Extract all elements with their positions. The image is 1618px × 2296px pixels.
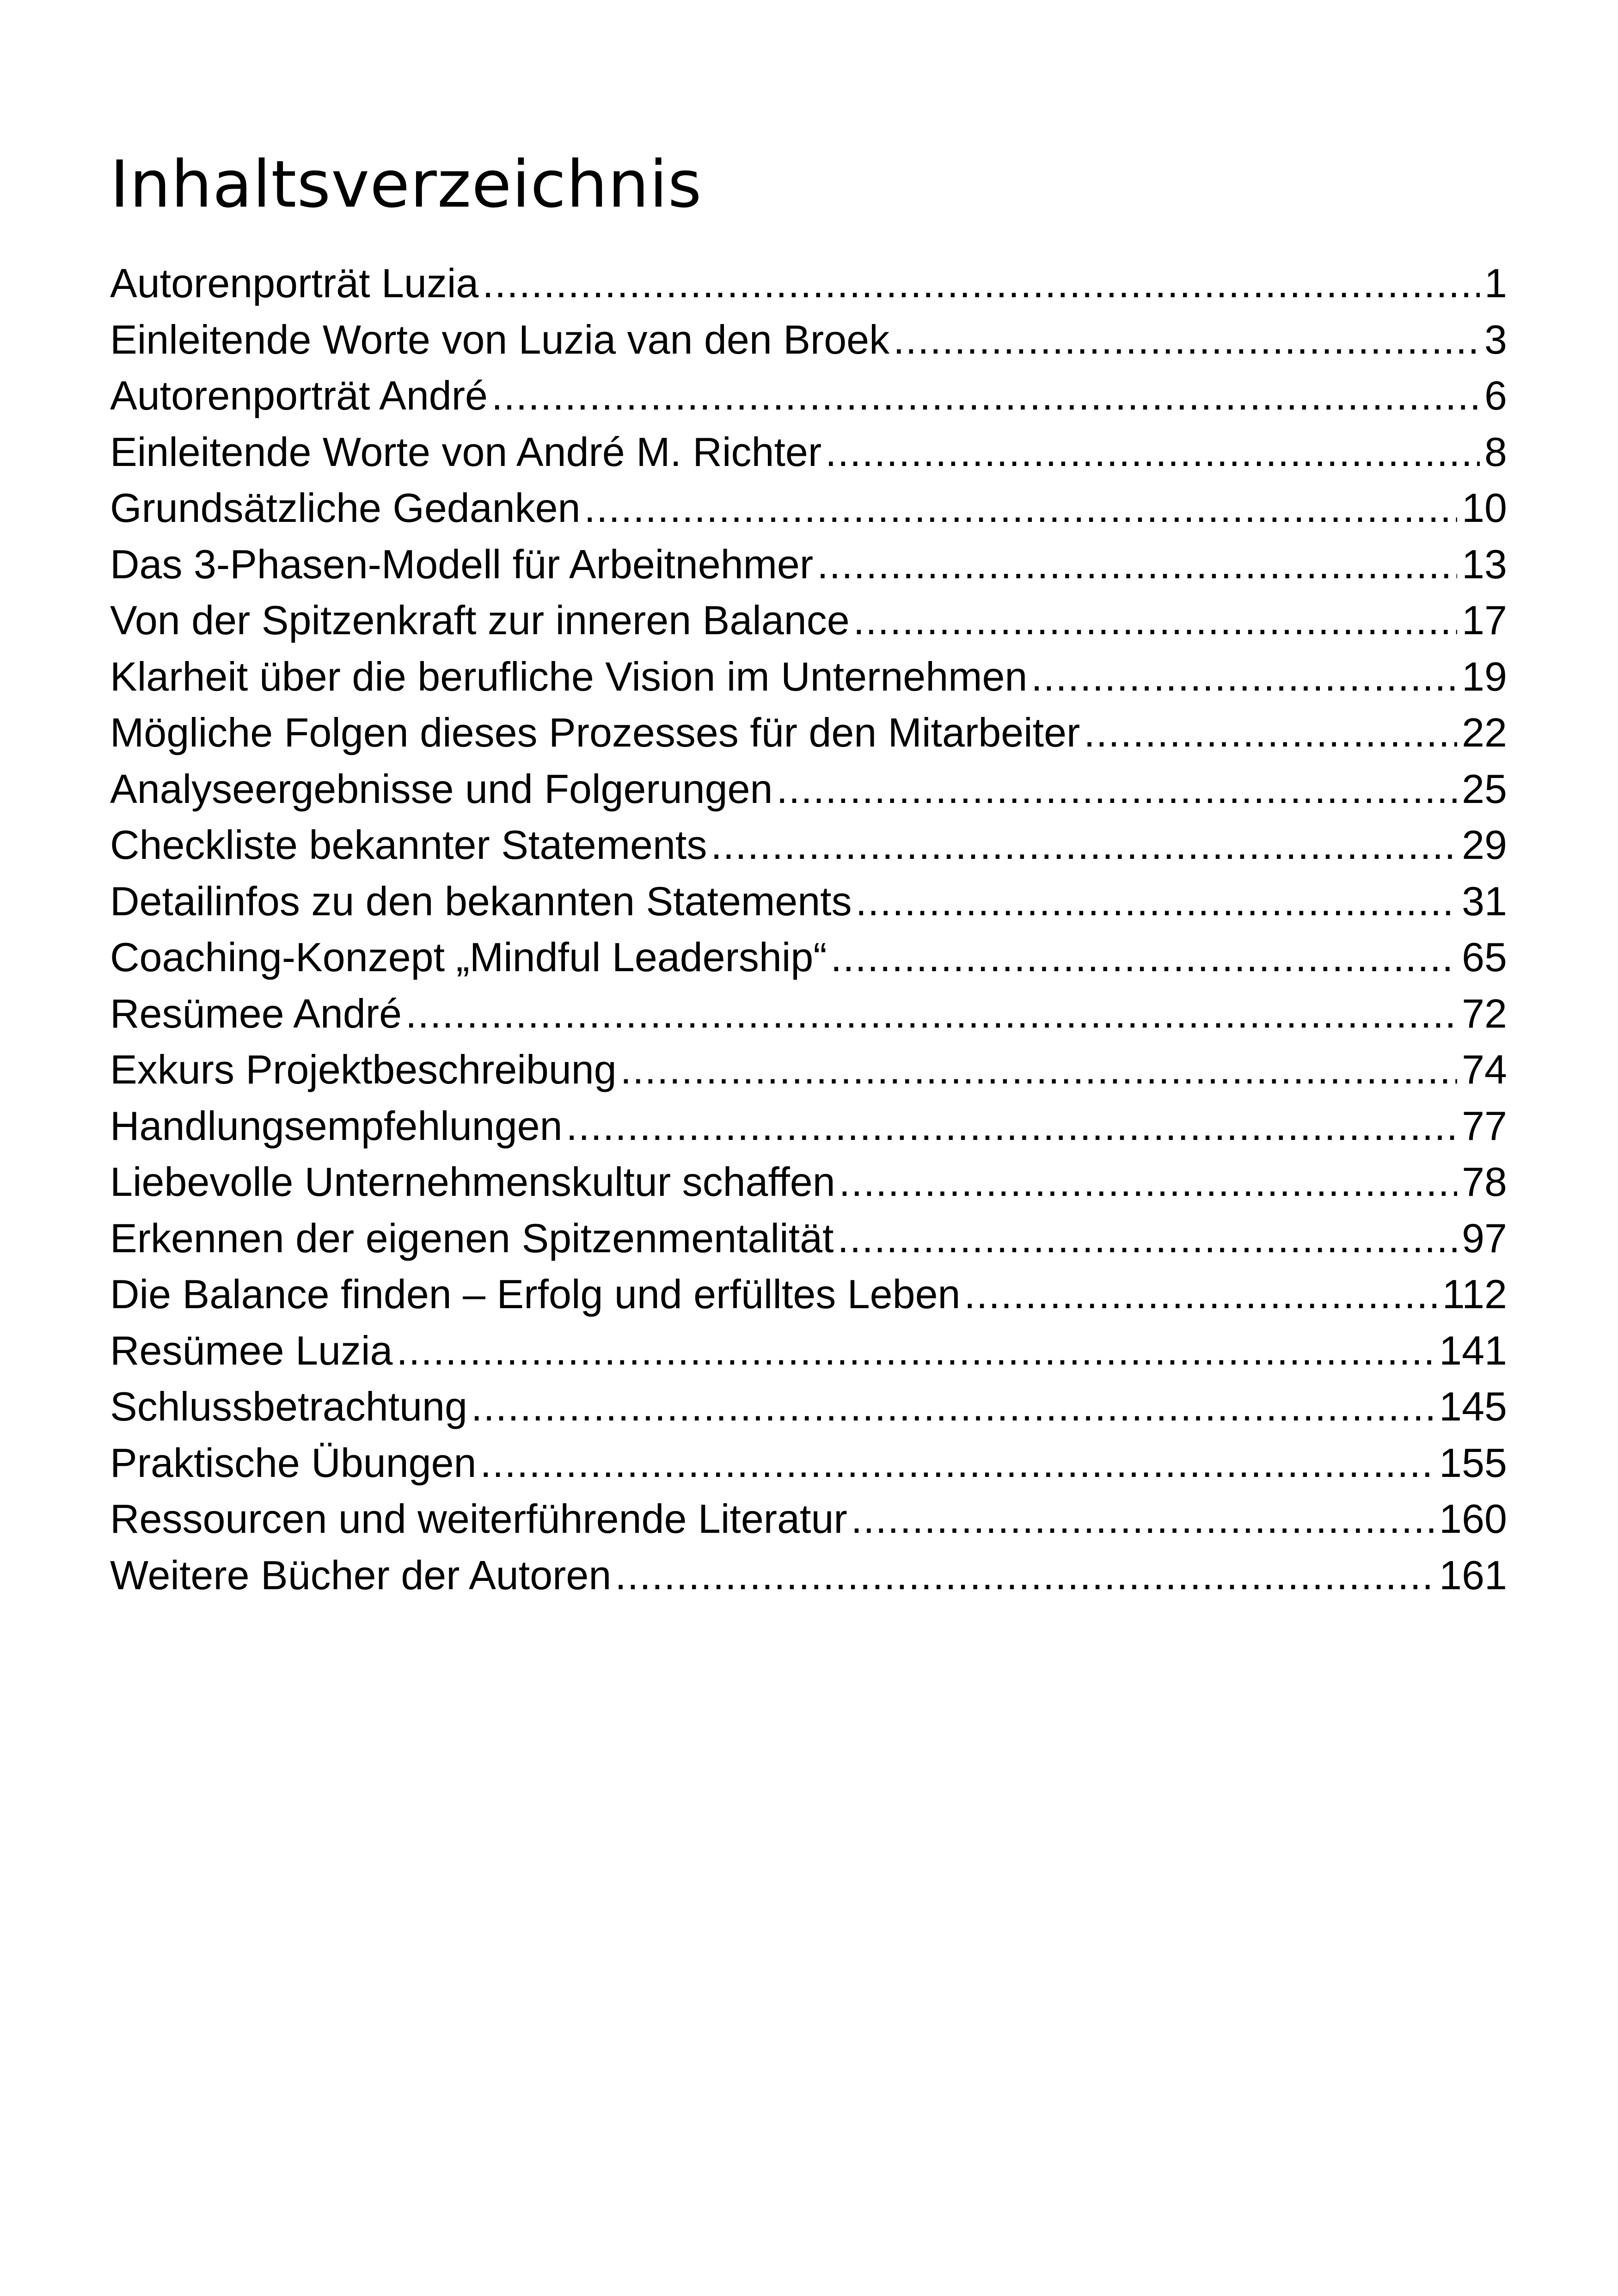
toc-entry[interactable] [110, 480, 1507, 536]
toc-entry-page-number: 78 [1462, 1159, 1507, 1205]
toc-entry[interactable] [110, 1491, 1507, 1547]
toc-entry-page-number: 74 [1462, 1047, 1507, 1092]
toc-dot-leader [831, 929, 1457, 986]
toc-entry-page-number: 65 [1462, 934, 1507, 980]
toc-dot-leader [1084, 704, 1457, 761]
toc-dot-leader [471, 1378, 1434, 1435]
toc-entry[interactable] [110, 312, 1507, 368]
toc-entry-label: Exkurs Projektbeschreibung [110, 1047, 617, 1092]
toc-entry[interactable] [110, 929, 1507, 986]
toc-entry-label: Detailinfos zu den bekannten Statements [110, 878, 852, 924]
toc-dot-leader [405, 986, 1457, 1042]
toc-entry[interactable] [110, 1210, 1507, 1267]
toc-entry-page-number: 155 [1439, 1439, 1507, 1486]
toc-entry-label: Die Balance finden – Erfolg und erfülltes Leben [110, 1271, 961, 1317]
toc-entry-page-number: 161 [1439, 1552, 1507, 1598]
toc-dot-leader [711, 817, 1457, 873]
toc-entry-label: Handlungsempfehlungen [110, 1102, 563, 1149]
toc-entry[interactable] [110, 1266, 1507, 1322]
toc-entry-page-number: 112 [1442, 1271, 1507, 1317]
toc-entry-page-number: 3 [1484, 316, 1507, 362]
toc-entry[interactable] [110, 761, 1507, 817]
toc-entry-page-number: 141 [1439, 1327, 1507, 1373]
toc-dot-leader [615, 1547, 1434, 1604]
toc-entry-page-number: 17 [1462, 597, 1507, 643]
toc-entry-page-number: 13 [1462, 541, 1507, 587]
toc-entry-label: Grundsätzliche Gedanken [110, 485, 581, 531]
toc-dot-leader [856, 873, 1458, 930]
toc-entry[interactable] [110, 1435, 1507, 1491]
toc-entry-label: Ressourcen und weiterführende Literatur [110, 1496, 847, 1542]
toc-entry[interactable] [110, 873, 1507, 930]
toc-entry-page-number: 8 [1484, 429, 1507, 475]
toc-entry-label: Mögliche Folgen dieses Prozesses für den Mitarbeiter [110, 710, 1080, 755]
toc-entry-label: Weitere Bücher der Autoren [110, 1552, 612, 1598]
document-page [110, 139, 1507, 1603]
toc-entry-label: Resümee Luzia [110, 1327, 393, 1373]
toc-entry-label: Resümee André [110, 990, 402, 1036]
toc-dot-leader [1031, 649, 1457, 705]
toc-entry-label: Autorenporträt André [110, 373, 488, 418]
toc-entry-page-number: 72 [1462, 990, 1507, 1036]
toc-entry[interactable] [110, 367, 1507, 424]
toc-dot-leader [482, 255, 1480, 312]
toc-list [110, 255, 1507, 1603]
toc-dot-leader [491, 367, 1480, 424]
toc-entry-label: Von der Spitzenkraft zur inneren Balance [110, 597, 850, 643]
toc-dot-leader [837, 1210, 1457, 1267]
toc-entry-page-number: 97 [1462, 1215, 1507, 1261]
toc-entry[interactable] [110, 1154, 1507, 1210]
toc-entry-label: Schlussbetrachtung [110, 1384, 467, 1429]
toc-entry[interactable] [110, 536, 1507, 593]
toc-entry-page-number: 1 [1484, 260, 1507, 306]
toc-entry-label: Das 3-Phasen-Modell für Arbeitnehmer [110, 541, 814, 587]
toc-dot-leader [851, 1491, 1434, 1547]
toc-entry-page-number: 31 [1462, 878, 1507, 924]
toc-entry-label: Erkennen der eigenen Spitzenmentalität [110, 1215, 834, 1261]
toc-dot-leader [893, 312, 1480, 368]
toc-entry-label: Einleitende Worte von André M. Richter [110, 429, 822, 475]
toc-dot-leader [825, 424, 1480, 480]
toc-entry-label: Einleitende Worte von Luzia van den Broek [110, 316, 890, 362]
toc-entry[interactable] [110, 817, 1507, 873]
toc-entry[interactable] [110, 1547, 1507, 1604]
toc-entry[interactable] [110, 1041, 1507, 1098]
toc-dot-leader [396, 1322, 1434, 1379]
toc-entry[interactable] [110, 592, 1507, 649]
toc-dot-leader [566, 1098, 1458, 1154]
toc-dot-leader [817, 536, 1457, 593]
toc-entry-label: Autorenporträt Luzia [110, 260, 479, 306]
toc-dot-leader [584, 480, 1458, 536]
toc-entry-label: Analyseergebnisse und Folgerungen [110, 765, 773, 812]
toc-entry-label: Klarheit über die berufliche Vision im Unternehmen [110, 653, 1028, 699]
toc-entry-label: Coaching-Konzept „Mindful Leadership“ [110, 934, 827, 980]
toc-entry[interactable] [110, 255, 1507, 312]
toc-entry-page-number: 6 [1484, 373, 1507, 418]
toc-entry[interactable] [110, 1322, 1507, 1379]
toc-dot-leader [853, 592, 1457, 649]
toc-entry-page-number: 10 [1462, 485, 1507, 531]
toc-entry[interactable] [110, 649, 1507, 705]
toc-entry-page-number: 25 [1462, 765, 1507, 812]
toc-entry-page-number: 145 [1439, 1384, 1507, 1429]
toc-entry-page-number: 19 [1462, 653, 1507, 699]
toc-dot-leader [620, 1041, 1457, 1098]
toc-entry[interactable] [110, 704, 1507, 761]
toc-entry-page-number: 22 [1462, 710, 1507, 755]
toc-dot-leader [839, 1154, 1457, 1210]
toc-dot-leader [480, 1435, 1434, 1491]
toc-dot-leader [964, 1266, 1437, 1322]
toc-entry[interactable] [110, 986, 1507, 1042]
toc-entry[interactable] [110, 1098, 1507, 1154]
toc-entry-page-number: 29 [1462, 822, 1507, 868]
toc-entry-page-number: 160 [1439, 1496, 1507, 1542]
toc-entry[interactable] [110, 1378, 1507, 1435]
page-title: Inhaltsverzeichnis [110, 147, 702, 222]
toc-entry[interactable] [110, 424, 1507, 480]
toc-dot-leader [776, 761, 1457, 817]
toc-entry-page-number: 77 [1462, 1102, 1507, 1149]
toc-entry-label: Praktische Übungen [110, 1439, 477, 1486]
toc-entry-label: Checkliste bekannter Statements [110, 822, 707, 868]
toc-entry-label: Liebevolle Unternehmenskultur schaffen [110, 1159, 835, 1205]
